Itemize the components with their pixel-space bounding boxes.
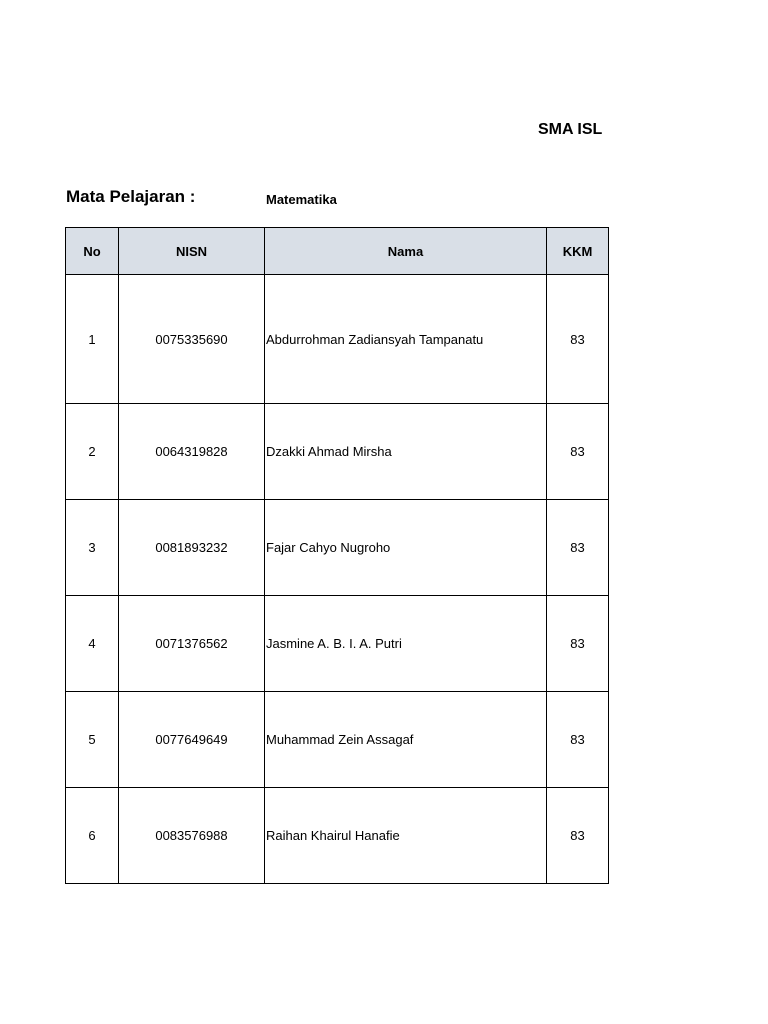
cell-nisn: 0071376562 xyxy=(119,596,265,692)
cell-nisn: 0077649649 xyxy=(119,692,265,788)
cell-nisn: 0075335690 xyxy=(119,275,265,404)
table-row xyxy=(66,404,609,500)
cell-nama: Abdurrohman Zadiansyah Tampanatu xyxy=(265,275,547,404)
cell-nama: Raihan Khairul Hanafie xyxy=(265,788,547,884)
student-table xyxy=(65,227,609,884)
subject-value: Matematika xyxy=(266,192,337,207)
cell-nisn: 0083576988 xyxy=(119,788,265,884)
cell-kkm: 83 xyxy=(547,692,609,788)
school-title: SMA ISL xyxy=(538,121,603,138)
cell-no: 5 xyxy=(66,692,119,788)
cell-nisn: 0081893232 xyxy=(119,500,265,596)
cell-kkm: 83 xyxy=(547,275,609,404)
cell-nama: Jasmine A. B. I. A. Putri xyxy=(265,596,547,692)
cell-kkm: 83 xyxy=(547,788,609,884)
cell-nisn: 0064319828 xyxy=(119,404,265,500)
cell-no: 3 xyxy=(66,500,119,596)
cell-no: 1 xyxy=(66,275,119,404)
cell-no: 6 xyxy=(66,788,119,884)
cell-kkm: 83 xyxy=(547,500,609,596)
cell-no: 4 xyxy=(66,596,119,692)
column-header-no: No xyxy=(66,228,119,275)
table-row xyxy=(66,596,609,692)
cell-kkm: 83 xyxy=(547,596,609,692)
table-row xyxy=(66,788,609,884)
table-row xyxy=(66,692,609,788)
cell-nama: Fajar Cahyo Nugroho xyxy=(265,500,547,596)
table-row xyxy=(66,500,609,596)
subject-label: Mata Pelajaran : xyxy=(66,187,196,206)
cell-nama: Dzakki Ahmad Mirsha xyxy=(265,404,547,500)
table-header-row xyxy=(66,228,609,275)
column-header-nisn: NISN xyxy=(119,228,265,275)
cell-kkm: 83 xyxy=(547,404,609,500)
table-row xyxy=(66,275,609,404)
column-header-nama: Nama xyxy=(265,228,547,275)
column-header-kkm: KKM xyxy=(547,228,609,275)
cell-nama: Muhammad Zein Assagaf xyxy=(265,692,547,788)
cell-no: 2 xyxy=(66,404,119,500)
